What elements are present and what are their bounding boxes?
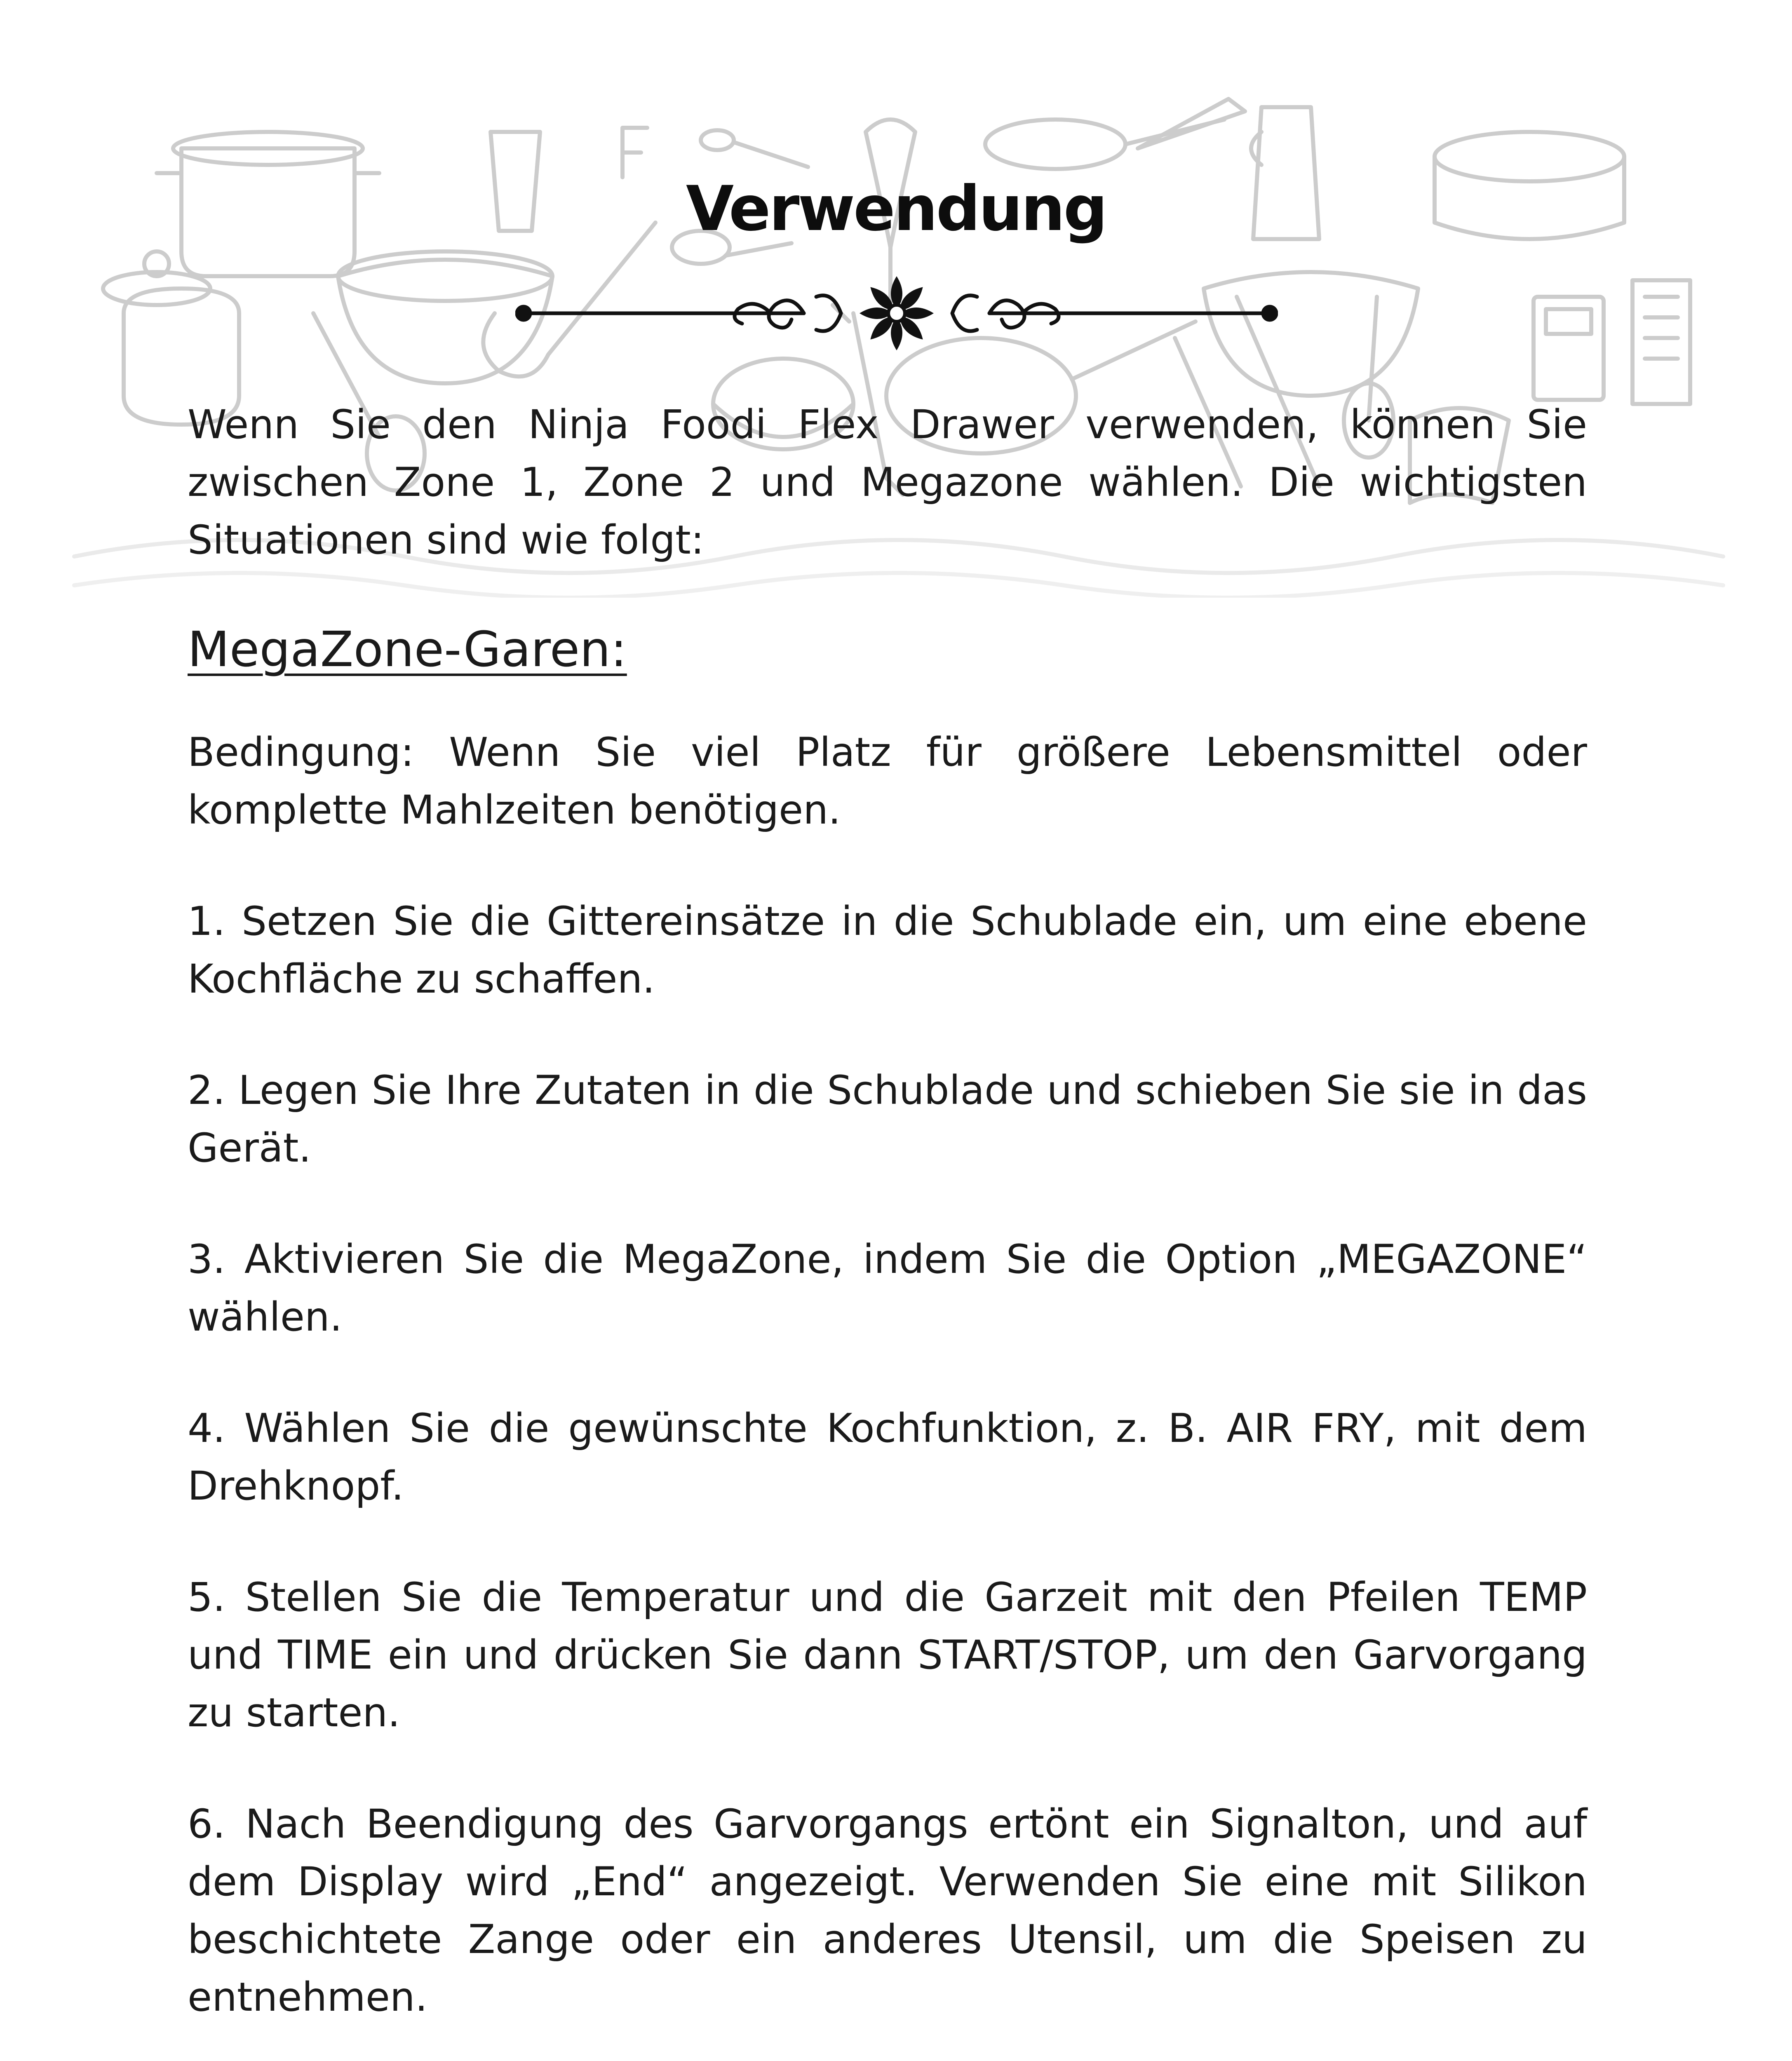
main-content: [188, 396, 1587, 2061]
intro-paragraph: Wenn Sie den Ninja Foodi Flex Drawer verwenden, können Sie zwischen Zone 1, Zone 2 und Megazone wählen. Die wichtigsten Situationen sind wie folgt:: [188, 401, 1587, 563]
page-title: Verwendung: [686, 173, 1106, 245]
step-6: 6. Nach Beendigung des Garvorgangs ertönt ein Signalton, und auf dem Display wird „End“ angezeigt. Verwenden Sie eine mit Silikon beschichtete Zange oder ein anderes Utensil, um die Speisen zu entnehmen.: [188, 1801, 1587, 2020]
step-4: 4. Wählen Sie die gewünschte Kochfunktion, z. B. AIR FRY, mit dem Drehknopf.: [188, 1405, 1587, 1509]
flourish-flower-divider-icon: [515, 272, 1278, 354]
step-5: 5. Stellen Sie die Temperatur und die Garzeit mit den Pfeilen TEMP und TIME ein und drücken Sie dann START/STOP, um den Garvorgang zu starten.: [188, 1574, 1587, 1736]
section-heading: MegaZone-Garen:: [188, 621, 627, 678]
step-1: 1. Setzen Sie die Gittereinsätze in die Schublade ein, um eine ebene Kochfläche zu schaffen.: [188, 898, 1587, 1002]
step-3: 3. Aktivieren Sie die MegaZone, indem Sie die Option „MEGAZONE“ wählen.: [188, 1236, 1587, 1340]
condition-paragraph: Bedingung: Wenn Sie viel Platz für größere Lebensmittel oder komplette Mahlzeiten benötigen.: [188, 729, 1587, 833]
step-2: 2. Legen Sie Ihre Zutaten in die Schublade und schieben Sie sie in das Gerät.: [188, 1067, 1587, 1171]
